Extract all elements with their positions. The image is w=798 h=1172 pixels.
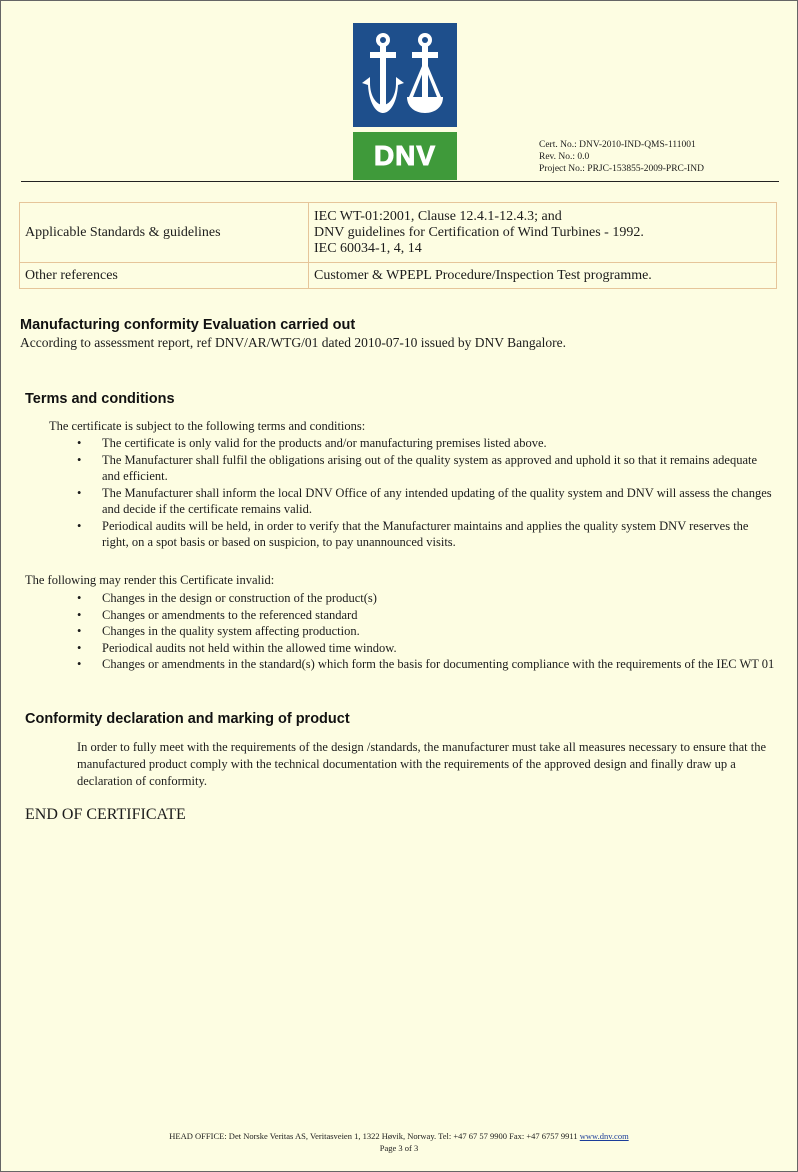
list-item-text: Changes in the quality system affecting production.	[102, 624, 360, 638]
list-item-text: Changes or amendments to the referenced standard	[102, 607, 358, 622]
conformity-title: Conformity declaration and marking of product	[25, 711, 350, 727]
standard-line: IEC WT-01:2001, Clause 12.4.1-12.4.3; and	[314, 208, 562, 224]
terms-title: Terms and conditions	[25, 391, 175, 407]
project-number: Project No.: PRJC-153855-2009-PRC-IND	[539, 164, 704, 174]
bullet: •	[77, 607, 82, 622]
bullet: •	[77, 657, 82, 671]
terms-intro: The certificate is subject to the following terms and conditions:	[49, 419, 366, 433]
terms-list	[77, 435, 777, 551]
dnv-logo-emblem	[353, 23, 457, 127]
anchor-scales-icon	[353, 23, 457, 127]
list-item-text: Changes in the design or construction of the product(s)	[102, 591, 377, 605]
logo-text: DNV	[373, 140, 437, 171]
table-cell-value	[309, 263, 777, 289]
list-item	[77, 640, 777, 657]
conformity-text: In order to fully meet with the requirements of the design /standards, the manufacturer must take all measures necessary to ensure that the manufactured product comply with the technical documentation with the requirements of the approved design and finally draw up a declaration of conformity.	[77, 740, 767, 788]
standard-line: DNV guidelines for Certification of Wind Turbines - 1992.	[314, 224, 644, 240]
list-item	[77, 656, 777, 673]
table-cell-label: Applicable Standards & guidelines	[20, 203, 309, 263]
bullet: •	[77, 640, 82, 655]
table-row	[20, 203, 777, 263]
cert-info-block	[539, 139, 704, 175]
bullet: •	[77, 518, 82, 533]
list-item	[77, 590, 777, 607]
revision-number: Rev. No.: 0.0	[539, 152, 590, 162]
bullet: •	[77, 436, 82, 450]
standard-line: IEC 60034-1, 4, 14	[314, 240, 422, 256]
table-cell-label: Other references	[20, 263, 309, 289]
list-item-text: The Manufacturer shall inform the local DNV Office of any intended updating of the quality system and DNV will assess the changes and decide if the certificate remains valid.	[102, 485, 772, 516]
bullet: •	[77, 591, 82, 605]
list-item	[77, 452, 777, 485]
footer	[1, 1131, 797, 1142]
head-office-address: HEAD OFFICE: Det Norske Veritas AS, Veritasveien 1, 1322 Høvik, Norway. Tel: +47 67 57 9900 Fax: +47 6757 9911	[169, 1131, 578, 1141]
list-item-text: The certificate is only valid for the products and/or manufacturing premises listed above.	[102, 436, 547, 450]
list-item	[77, 518, 777, 551]
list-item-text: Periodical audits not held within the allowed time window.	[102, 640, 397, 655]
bullet: •	[77, 624, 82, 638]
table-row	[20, 263, 777, 289]
manufacturing-text: According to assessment report, ref DNV/AR/WTG/01 dated 2010-07-10 issued by DNV Bangalore.	[20, 335, 567, 350]
bullet: •	[77, 452, 82, 467]
list-item	[77, 435, 777, 452]
header-divider	[21, 181, 779, 182]
list-item	[77, 607, 777, 624]
dnv-logo-wordmark	[353, 132, 457, 180]
invalid-list	[77, 590, 777, 673]
list-item	[77, 485, 777, 518]
references-table	[19, 202, 777, 289]
page-number: Page 3 of 3	[379, 1143, 419, 1153]
list-item-text: Changes or amendments in the standard(s) which form the basis for documenting compliance with the requirements of the IEC WT 01	[102, 657, 775, 671]
manufacturing-title: Manufacturing conformity Evaluation carried out	[20, 317, 356, 333]
list-item	[77, 623, 777, 640]
reference-line: Customer & WPEPL Procedure/Inspection Test programme.	[314, 267, 652, 283]
bullet: •	[77, 485, 82, 500]
table-cell-value	[309, 203, 777, 263]
website-link[interactable]: www.dnv.com	[579, 1131, 629, 1141]
end-of-certificate: END OF CERTIFICATE	[25, 806, 186, 823]
list-item-text: Periodical audits will be held, in order to verify that the Manufacturer maintains and applies the quality system DNV reserves the right, on a spot basis or based on suspicion, to pay unannounced visits.	[102, 518, 749, 549]
invalid-intro: The following may render this Certificate invalid:	[25, 573, 275, 587]
list-item-text: The Manufacturer shall fulfil the obligations arising out of the quality system as approved and uphold it so that it remains adequate and efficient.	[102, 452, 758, 483]
cert-number: Cert. No.: DNV-2010-IND-QMS-111001	[539, 140, 696, 150]
